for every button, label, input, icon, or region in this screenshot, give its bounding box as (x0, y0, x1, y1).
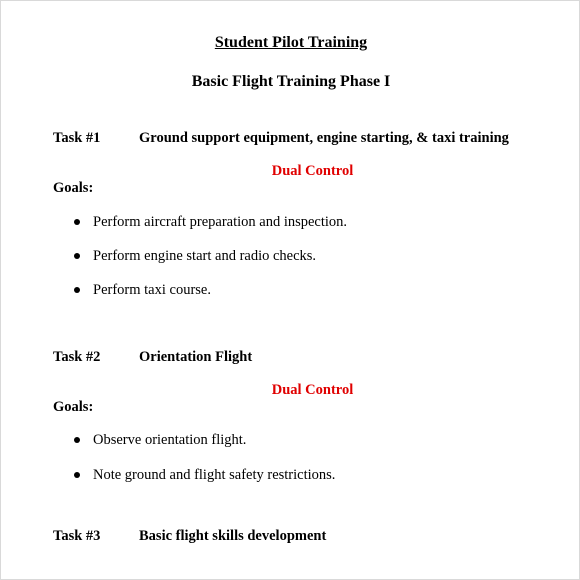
task-1-goal-1 (74, 213, 347, 231)
bullet-icon (74, 219, 80, 225)
task-1-goal-2 (74, 247, 316, 265)
task-2-goal-2 (74, 466, 335, 484)
goal-text: Note ground and flight safety restrictions. (93, 467, 336, 483)
task-1-number: Task #1 (53, 130, 101, 146)
task-2-goal-1 (74, 431, 246, 449)
task-3-header (53, 527, 326, 545)
bullet-icon (74, 437, 80, 443)
task-2-goals-label: Goals: (53, 399, 94, 415)
goal-text: Perform engine start and radio checks. (93, 248, 317, 264)
task-1-control: Dual Control (271, 163, 354, 179)
task-3-number: Task #3 (53, 528, 101, 544)
document-title: Student Pilot Training (214, 34, 368, 51)
task-1-goals-label: Goals: (53, 180, 94, 196)
task-3-description: Basic flight skills development (139, 528, 327, 544)
task-2-number: Task #2 (53, 349, 101, 365)
task-2-control: Dual Control (271, 382, 354, 398)
bullet-icon (74, 472, 80, 478)
task-1-header (53, 129, 509, 147)
task-2-description: Orientation Flight (139, 349, 253, 365)
task-2-header (53, 348, 252, 366)
document-subtitle: Basic Flight Training Phase I (191, 73, 391, 90)
bullet-icon (74, 253, 80, 259)
goal-text: Perform taxi course. (93, 282, 211, 298)
goal-text: Observe orientation flight. (93, 432, 247, 448)
task-1-goal-3 (74, 281, 211, 299)
task-1-description: Ground support equipment, engine starting, & taxi training (139, 130, 509, 146)
bullet-icon (74, 287, 80, 293)
goal-text: Perform aircraft preparation and inspection. (93, 214, 348, 230)
